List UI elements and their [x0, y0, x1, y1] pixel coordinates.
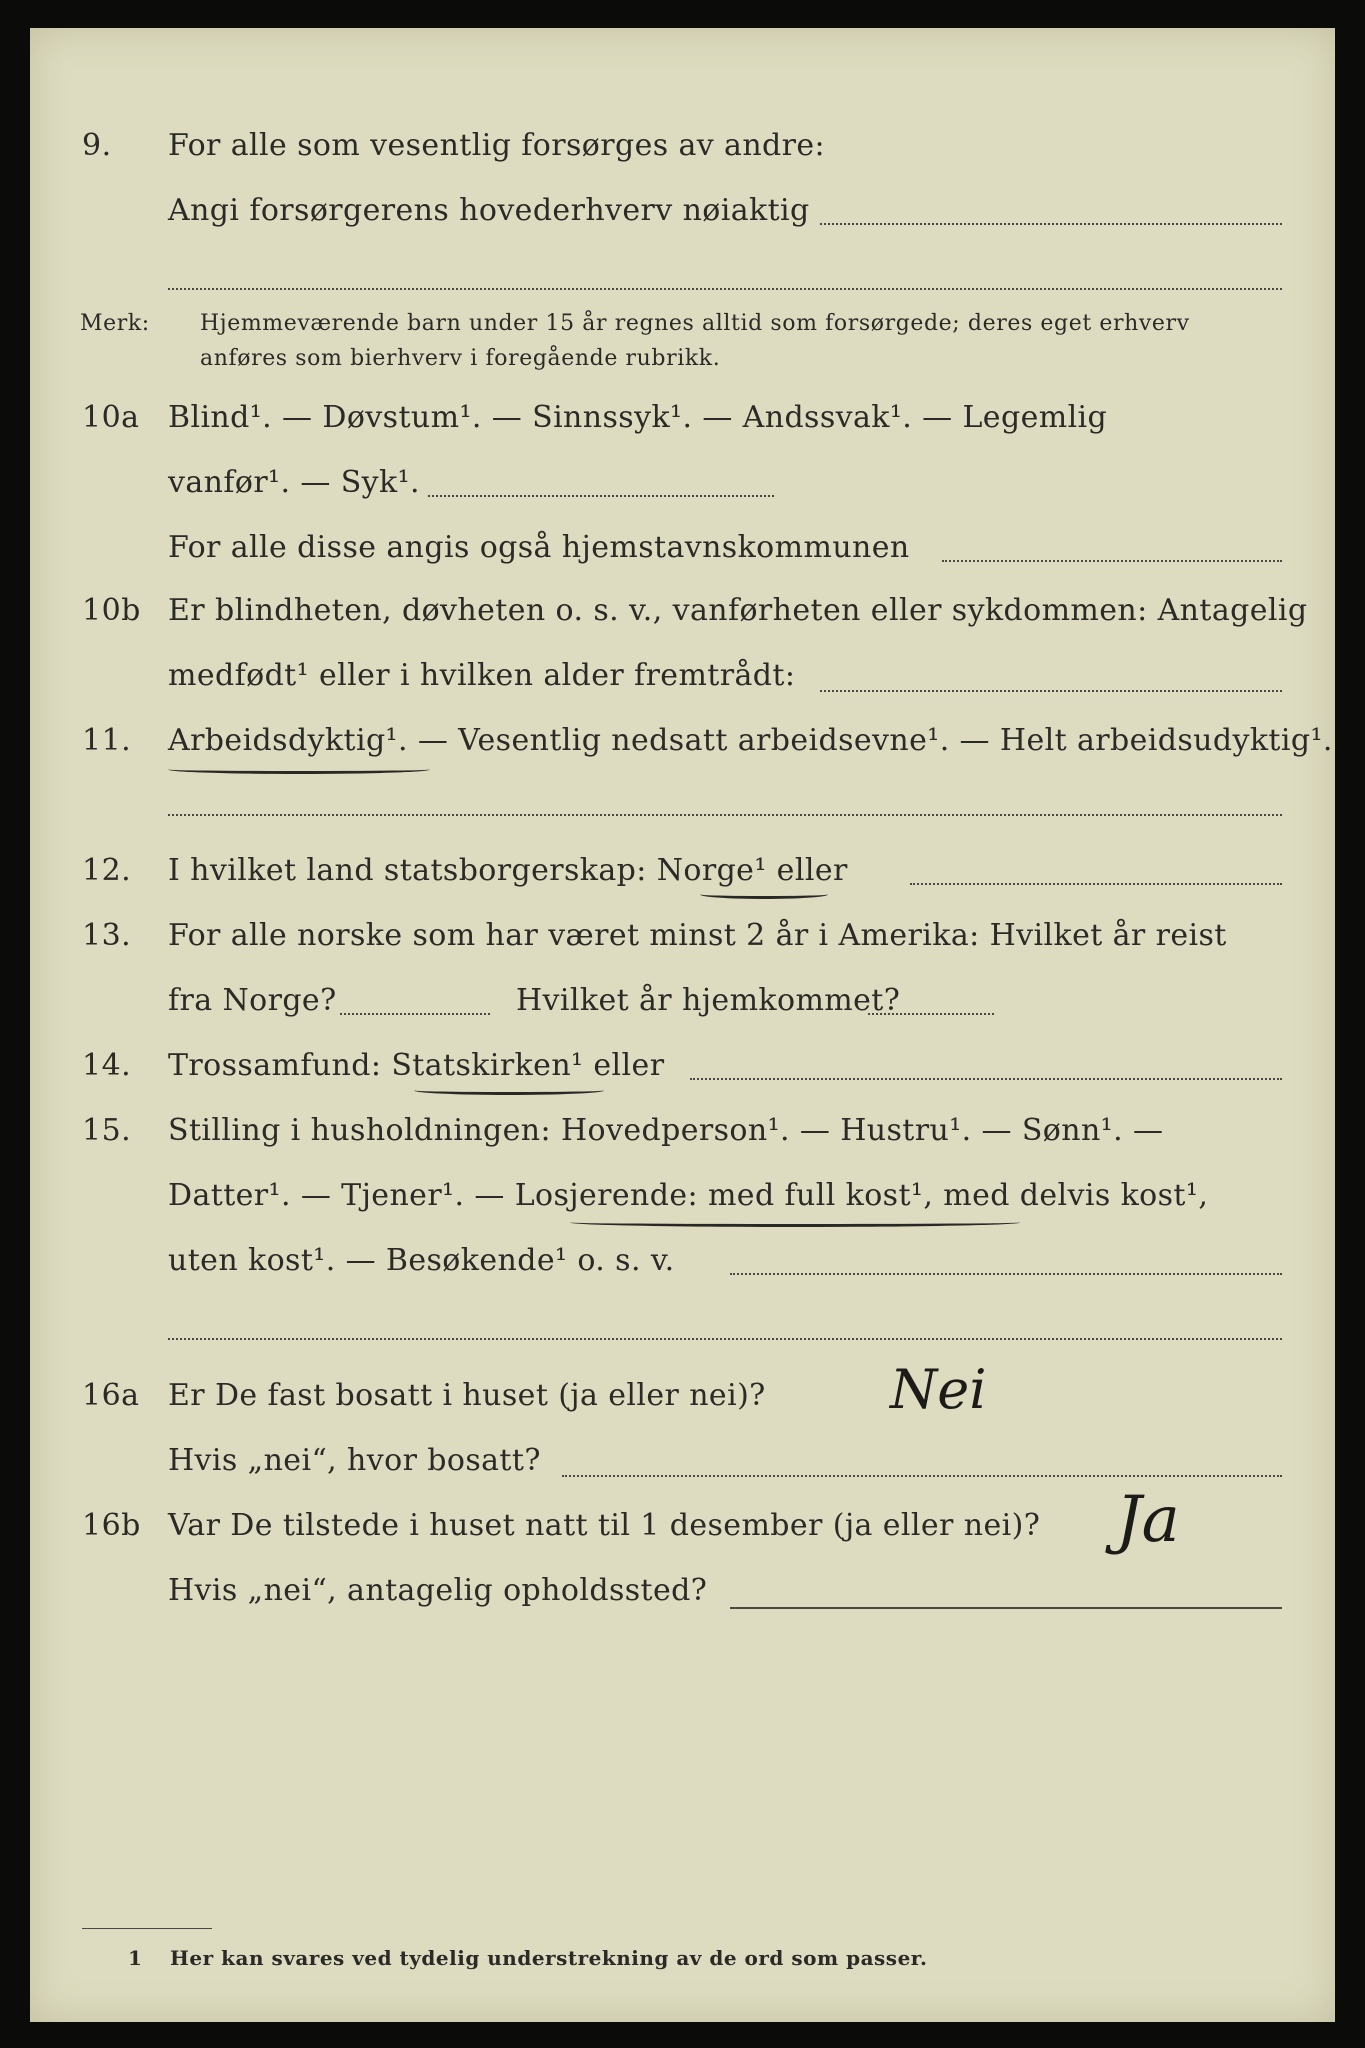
answer-line[interactable] [340, 1013, 490, 1015]
question-text: I hvilket land statsborgerskap: Norge¹ eller [168, 853, 848, 888]
question-text: Var De tilstede i huset natt til 1 desember (ja eller nei)? [168, 1508, 1041, 1543]
answer-line[interactable] [168, 1338, 1282, 1340]
question-text: Angi forsørgerens hovederhverv nøiaktig [168, 193, 810, 228]
handwritten-underline [570, 1218, 1020, 1227]
answer-line[interactable] [690, 1078, 1282, 1080]
question-text: For alle disse angis også hjemstavnskommunen [168, 530, 910, 565]
answer-line[interactable] [942, 560, 1282, 562]
answer-line[interactable] [910, 883, 1282, 885]
question-number: 10b [82, 593, 141, 628]
question-11 [30, 723, 1335, 783]
question-text: vanfør¹. — Syk¹. [168, 465, 420, 500]
question-text: uten kost¹. — Besøkende¹ o. s. v. [168, 1243, 675, 1278]
question-15-line3 [30, 1243, 1335, 1303]
question-text: Hvilket år hjemkommet? [516, 983, 901, 1018]
question-10b-line2 [30, 658, 1335, 718]
question-text: Stilling i husholdningen: Hovedperson¹. — Hustru¹. — Sønn¹. — [168, 1113, 1164, 1148]
handwritten-underline [168, 765, 430, 774]
question-text: Arbeidsdyktig¹. — Vesentlig nedsatt arbeidsevne¹. — Helt arbeidsudyktig¹. [168, 723, 1333, 758]
answer-line[interactable] [820, 223, 1282, 225]
note-text: anføres som bierhverv i foregående rubrikk. [200, 346, 721, 371]
question-number: 12. [82, 853, 132, 888]
answer-line[interactable] [820, 690, 1282, 692]
census-form-page [30, 28, 1335, 2022]
handwritten-answer-16b: Ja [1116, 1483, 1180, 1557]
answer-line[interactable] [868, 1013, 994, 1015]
question-10a [30, 400, 1335, 460]
question-number: 16b [82, 1508, 141, 1543]
answer-line[interactable] [168, 814, 1282, 816]
note-text: Hjemmeværende barn under 15 år regnes alltid som forsørgede; deres eget erhverv [200, 311, 1190, 336]
question-number: 13. [82, 918, 132, 953]
question-number: 14. [82, 1048, 132, 1083]
question-text: Hvis „nei“, hvor bosatt? [168, 1443, 541, 1478]
question-text: Er De fast bosatt i huset (ja eller nei)? [168, 1378, 766, 1413]
question-13-line2 [30, 983, 1335, 1043]
question-14 [30, 1048, 1335, 1108]
question-text: For alle som vesentlig forsørges av andre: [168, 128, 826, 163]
question-10b [30, 593, 1335, 653]
question-text: Datter¹. — Tjener¹. — Losjerende: med full kost¹, med delvis kost¹, [168, 1178, 1209, 1213]
question-12 [30, 853, 1335, 913]
handwritten-underline [414, 1086, 604, 1095]
question-10a-line3 [30, 530, 1335, 590]
question-text: For alle norske som har været minst 2 år i Amerika: Hvilket år reist [168, 918, 1227, 953]
question-text: Blind¹. — Døvstum¹. — Sinnssyk¹. — Andssvak¹. — Legemlig [168, 400, 1108, 435]
footnote-text: Her kan svares ved tydelig understrekning av de ord som passer. [170, 1946, 928, 1970]
handwritten-answer-16a: Nei [890, 1358, 987, 1421]
footnote-mark: 1 [128, 1946, 143, 1970]
question-16b-line2 [30, 1573, 1335, 1633]
question-13 [30, 918, 1335, 978]
footnote-rule [82, 1928, 212, 1929]
note-label: Merk: [80, 311, 150, 336]
question-number: 15. [82, 1113, 132, 1148]
question-text: Trossamfund: Statskirken¹ eller [168, 1048, 665, 1083]
question-number: 10a [82, 400, 140, 435]
question-number: 16a [82, 1378, 140, 1413]
question-15 [30, 1113, 1335, 1173]
question-10a-line2 [30, 465, 1335, 525]
answer-line[interactable] [730, 1273, 1282, 1275]
question-number: 9. [82, 128, 112, 163]
question-15-line2 [30, 1178, 1335, 1238]
answer-line[interactable] [562, 1475, 1282, 1477]
question-text: medfødt¹ eller i hvilken alder fremtrådt: [168, 658, 796, 693]
question-9-line2 [30, 193, 1335, 253]
question-text: Hvis „nei“, antagelig opholdssted? [168, 1573, 708, 1608]
answer-line[interactable] [168, 288, 1282, 290]
question-text: fra Norge? [168, 983, 337, 1018]
answer-line[interactable] [730, 1607, 1282, 1609]
answer-line[interactable] [428, 495, 774, 497]
question-text: Er blindheten, døvheten o. s. v., vanførheten eller sykdommen: Antagelig [168, 593, 1308, 628]
question-16a [30, 1378, 1335, 1438]
note-line2 [30, 346, 1335, 406]
handwritten-underline [700, 890, 828, 899]
question-9 [30, 128, 1335, 188]
question-number: 11. [82, 723, 132, 758]
